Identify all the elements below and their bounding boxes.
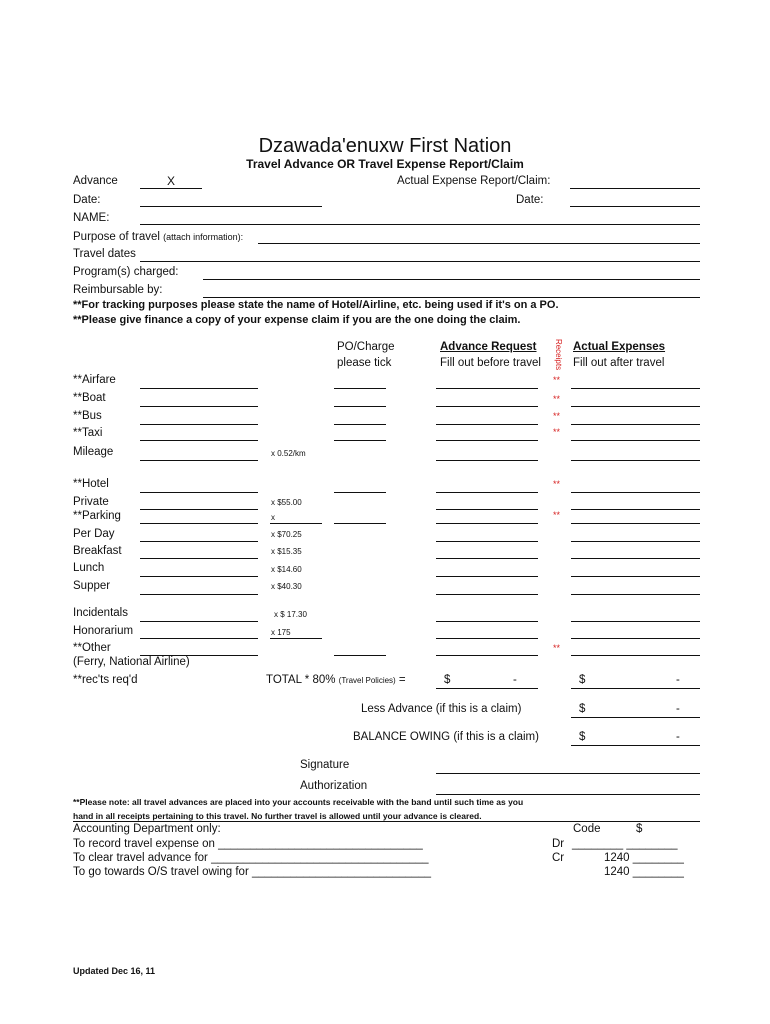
supper-rate: x $40.30 xyxy=(271,582,302,591)
lunch-advance-line[interactable] xyxy=(436,576,538,577)
accounting-title: Accounting Department only: xyxy=(73,823,221,835)
total-advance-line[interactable] xyxy=(436,688,538,689)
accounting-dollar-header: $ xyxy=(636,823,643,835)
boat-actual-line[interactable] xyxy=(571,406,700,407)
incidentals-qty-line[interactable] xyxy=(140,621,258,622)
honorarium-advance-line[interactable] xyxy=(436,638,538,639)
honorarium-label: Honorarium xyxy=(73,625,134,637)
hotel-actual-line[interactable] xyxy=(571,492,700,493)
honorarium-rate: x 175 xyxy=(271,628,291,637)
private-actual-line[interactable] xyxy=(571,509,700,510)
accounting-os-entry[interactable]: 1240 ________ xyxy=(604,866,684,878)
parking-rate: x xyxy=(271,513,275,522)
breakfast-label: Breakfast xyxy=(73,545,122,557)
hotel-qty-line[interactable] xyxy=(140,492,258,493)
total-advance-dollar: $ xyxy=(444,674,451,686)
parking-actual-line[interactable] xyxy=(571,523,700,524)
perday-qty-line[interactable] xyxy=(140,541,258,542)
total-note: (Travel Policies) xyxy=(338,676,396,685)
airfare-actual-line[interactable] xyxy=(571,388,700,389)
less-advance-label: Less Advance (if this is a claim) xyxy=(361,703,522,715)
advance-request-sub: Fill out before travel xyxy=(440,357,541,369)
purpose-label-text: Purpose of travel xyxy=(73,231,160,243)
boat-receipt-mark: ** xyxy=(553,394,561,404)
bus-qty-line[interactable] xyxy=(140,424,258,425)
private-advance-line[interactable] xyxy=(436,509,538,510)
travel-dates-field-line[interactable] xyxy=(140,261,700,262)
hotel-advance-line[interactable] xyxy=(436,492,538,493)
taxi-actual-line[interactable] xyxy=(571,440,700,441)
balance-owing-label: BALANCE OWING (if this is a claim) xyxy=(353,731,539,743)
lunch-label: Lunch xyxy=(73,562,105,574)
supper-label: Supper xyxy=(73,580,111,592)
breakfast-rate: x $15.35 xyxy=(271,547,302,556)
parking-qty-line[interactable] xyxy=(140,523,258,524)
hotel-po-line[interactable] xyxy=(334,492,386,493)
advance-footnote-1: **Please note: all travel advances are placed into your accounts receivable with the band until such time as you xyxy=(73,797,524,807)
supper-advance-line[interactable] xyxy=(436,594,538,595)
lunch-qty-line[interactable] xyxy=(140,576,258,577)
balance-owing-line[interactable] xyxy=(571,745,700,746)
advance-label: Advance xyxy=(73,175,118,187)
airfare-advance-line[interactable] xyxy=(436,388,538,389)
date-label: Date: xyxy=(73,194,101,206)
advance-footnote-2: hand in all receipts pertaining to this travel. No further travel is allowed until your advance is cleared. xyxy=(73,811,482,821)
date-field-line[interactable] xyxy=(140,206,322,207)
honorarium-qty-line[interactable] xyxy=(140,638,258,639)
accounting-record-row: To record travel expense on ________________________________ xyxy=(73,838,423,850)
taxi-po-line[interactable] xyxy=(334,440,386,441)
parking-rate-line[interactable] xyxy=(270,523,322,524)
other-receipt-mark: ** xyxy=(553,643,561,653)
other-advance-line[interactable] xyxy=(436,655,538,656)
accounting-clear-row: To clear travel advance for __________________________________ xyxy=(73,852,429,864)
supper-actual-line[interactable] xyxy=(571,594,700,595)
honorarium-actual-line[interactable] xyxy=(571,638,700,639)
total-label-text: TOTAL * 80% xyxy=(266,674,336,686)
other-note: (Ferry, National Airline) xyxy=(73,656,190,668)
breakfast-advance-line[interactable] xyxy=(436,558,538,559)
accounting-dr-label: Dr xyxy=(552,838,565,850)
boat-po-line[interactable] xyxy=(334,406,386,407)
accounting-cr-label: Cr xyxy=(552,852,565,864)
reimbursable-field-line[interactable] xyxy=(203,297,700,298)
other-actual-line[interactable] xyxy=(571,655,700,656)
taxi-label: **Taxi xyxy=(73,427,103,439)
airfare-qty-line[interactable] xyxy=(140,388,258,389)
private-qty-line[interactable] xyxy=(140,509,258,510)
total-equals: = xyxy=(398,674,406,686)
bus-advance-line[interactable] xyxy=(436,424,538,425)
mileage-actual-line[interactable] xyxy=(571,460,700,461)
bus-receipt-mark: ** xyxy=(553,411,561,421)
less-advance-dollar: $ xyxy=(579,703,586,715)
total-actual-line[interactable] xyxy=(571,688,700,689)
honorarium-rate-line[interactable] xyxy=(270,638,322,639)
parking-label: **Parking xyxy=(73,510,121,522)
boat-qty-line[interactable] xyxy=(140,406,258,407)
mileage-advance-line[interactable] xyxy=(436,460,538,461)
boat-advance-line[interactable] xyxy=(436,406,538,407)
mileage-label: Mileage xyxy=(73,446,114,458)
finance-note: **Please give finance a copy of your expense claim if you are the one doing the claim. xyxy=(73,314,521,326)
accounting-cr-entry[interactable]: 1240 ________ xyxy=(604,852,684,864)
date-right-field-line[interactable] xyxy=(570,206,700,207)
incidentals-advance-line[interactable] xyxy=(436,621,538,622)
private-label: Private xyxy=(73,496,109,508)
date-right-label: Date: xyxy=(516,194,544,206)
po-tick-header: please tick xyxy=(337,357,392,369)
lunch-actual-line[interactable] xyxy=(571,576,700,577)
incidentals-label: Incidentals xyxy=(73,607,128,619)
taxi-receipt-mark: ** xyxy=(553,427,561,437)
actual-expense-field-line[interactable] xyxy=(570,188,700,189)
advance-field-line[interactable] xyxy=(140,188,202,189)
mileage-rate: x 0.52/km xyxy=(271,449,306,458)
authorization-label: Authorization xyxy=(300,780,368,792)
bus-actual-line[interactable] xyxy=(571,424,700,425)
airfare-receipt-mark: ** xyxy=(553,375,561,385)
accounting-dr-entry[interactable]: ________ ________ xyxy=(572,838,678,850)
boat-label: **Boat xyxy=(73,392,106,404)
travel-dates-label: Travel dates xyxy=(73,248,136,260)
name-label: NAME: xyxy=(73,212,110,224)
accounting-os-row: To go towards O/S travel owing for ____________________________ xyxy=(73,866,432,878)
private-rate: x $55.00 xyxy=(271,498,302,507)
programs-label: Program(s) charged: xyxy=(73,266,179,278)
airfare-label: **Airfare xyxy=(73,374,116,386)
other-label: **Other xyxy=(73,642,111,654)
total-advance-value: - xyxy=(513,674,517,686)
accounting-code-header: Code xyxy=(573,823,601,835)
page-title: Dzawada'enuxw First Nation xyxy=(258,135,512,157)
breakfast-actual-line[interactable] xyxy=(571,558,700,559)
hotel-receipt-mark: ** xyxy=(553,479,561,489)
incidentals-rate: x $ 17.30 xyxy=(274,610,307,619)
balance-owing-dollar: $ xyxy=(579,731,586,743)
advance-request-header: Advance Request xyxy=(440,341,537,353)
signature-label: Signature xyxy=(300,759,350,771)
breakfast-qty-line[interactable] xyxy=(140,558,258,559)
bus-label: **Bus xyxy=(73,410,102,422)
updated-date: Updated Dec 16, 11 xyxy=(73,966,156,976)
perday-advance-line[interactable] xyxy=(436,541,538,542)
parking-advance-line[interactable] xyxy=(436,523,538,524)
receipts-header: Receipts xyxy=(554,338,564,371)
perday-label: Per Day xyxy=(73,528,115,540)
supper-qty-line[interactable] xyxy=(140,594,258,595)
advance-value[interactable]: X xyxy=(167,174,176,188)
actual-expenses-sub: Fill out after travel xyxy=(573,357,665,369)
signature-line[interactable] xyxy=(436,773,700,774)
bus-po-line[interactable] xyxy=(334,424,386,425)
actual-expenses-header: Actual Expenses xyxy=(573,341,666,353)
airfare-po-line[interactable] xyxy=(334,388,386,389)
balance-owing-value: - xyxy=(676,731,680,743)
taxi-advance-line[interactable] xyxy=(436,440,538,441)
purpose-label xyxy=(73,231,243,243)
mileage-qty-line[interactable] xyxy=(140,460,258,461)
less-advance-line[interactable] xyxy=(571,717,700,718)
reimbursable-label: Reimbursable by: xyxy=(73,284,163,296)
incidentals-actual-line[interactable] xyxy=(571,621,700,622)
accounting-divider xyxy=(73,821,700,822)
receipts-required-note: **rec'ts req'd xyxy=(73,674,138,686)
perday-actual-line[interactable] xyxy=(571,541,700,542)
programs-field-line[interactable] xyxy=(203,279,700,280)
hotel-label: **Hotel xyxy=(73,478,109,490)
total-actual-dollar: $ xyxy=(579,674,586,686)
authorization-line[interactable] xyxy=(436,794,700,795)
less-advance-value: - xyxy=(676,703,680,715)
lunch-rate: x $14.60 xyxy=(271,565,302,574)
purpose-field-line[interactable] xyxy=(258,243,700,244)
name-field-line[interactable] xyxy=(140,224,700,225)
actual-expense-label: Actual Expense Report/Claim: xyxy=(397,175,551,187)
total-label xyxy=(266,674,406,686)
parking-receipt-mark: ** xyxy=(553,510,561,520)
taxi-qty-line[interactable] xyxy=(140,440,258,441)
purpose-note: (attach information): xyxy=(163,232,244,242)
po-charge-header: PO/Charge xyxy=(337,341,395,353)
parking-po-line[interactable] xyxy=(334,523,386,524)
total-actual-value: - xyxy=(676,674,680,686)
tracking-note: **For tracking purposes please state the name of Hotel/Airline, etc. being used if it's on a PO. xyxy=(73,299,559,311)
perday-rate: x $70.25 xyxy=(271,530,302,539)
other-po-line[interactable] xyxy=(334,655,386,656)
form-subtitle: Travel Advance OR Travel Expense Report/Claim xyxy=(246,157,524,171)
